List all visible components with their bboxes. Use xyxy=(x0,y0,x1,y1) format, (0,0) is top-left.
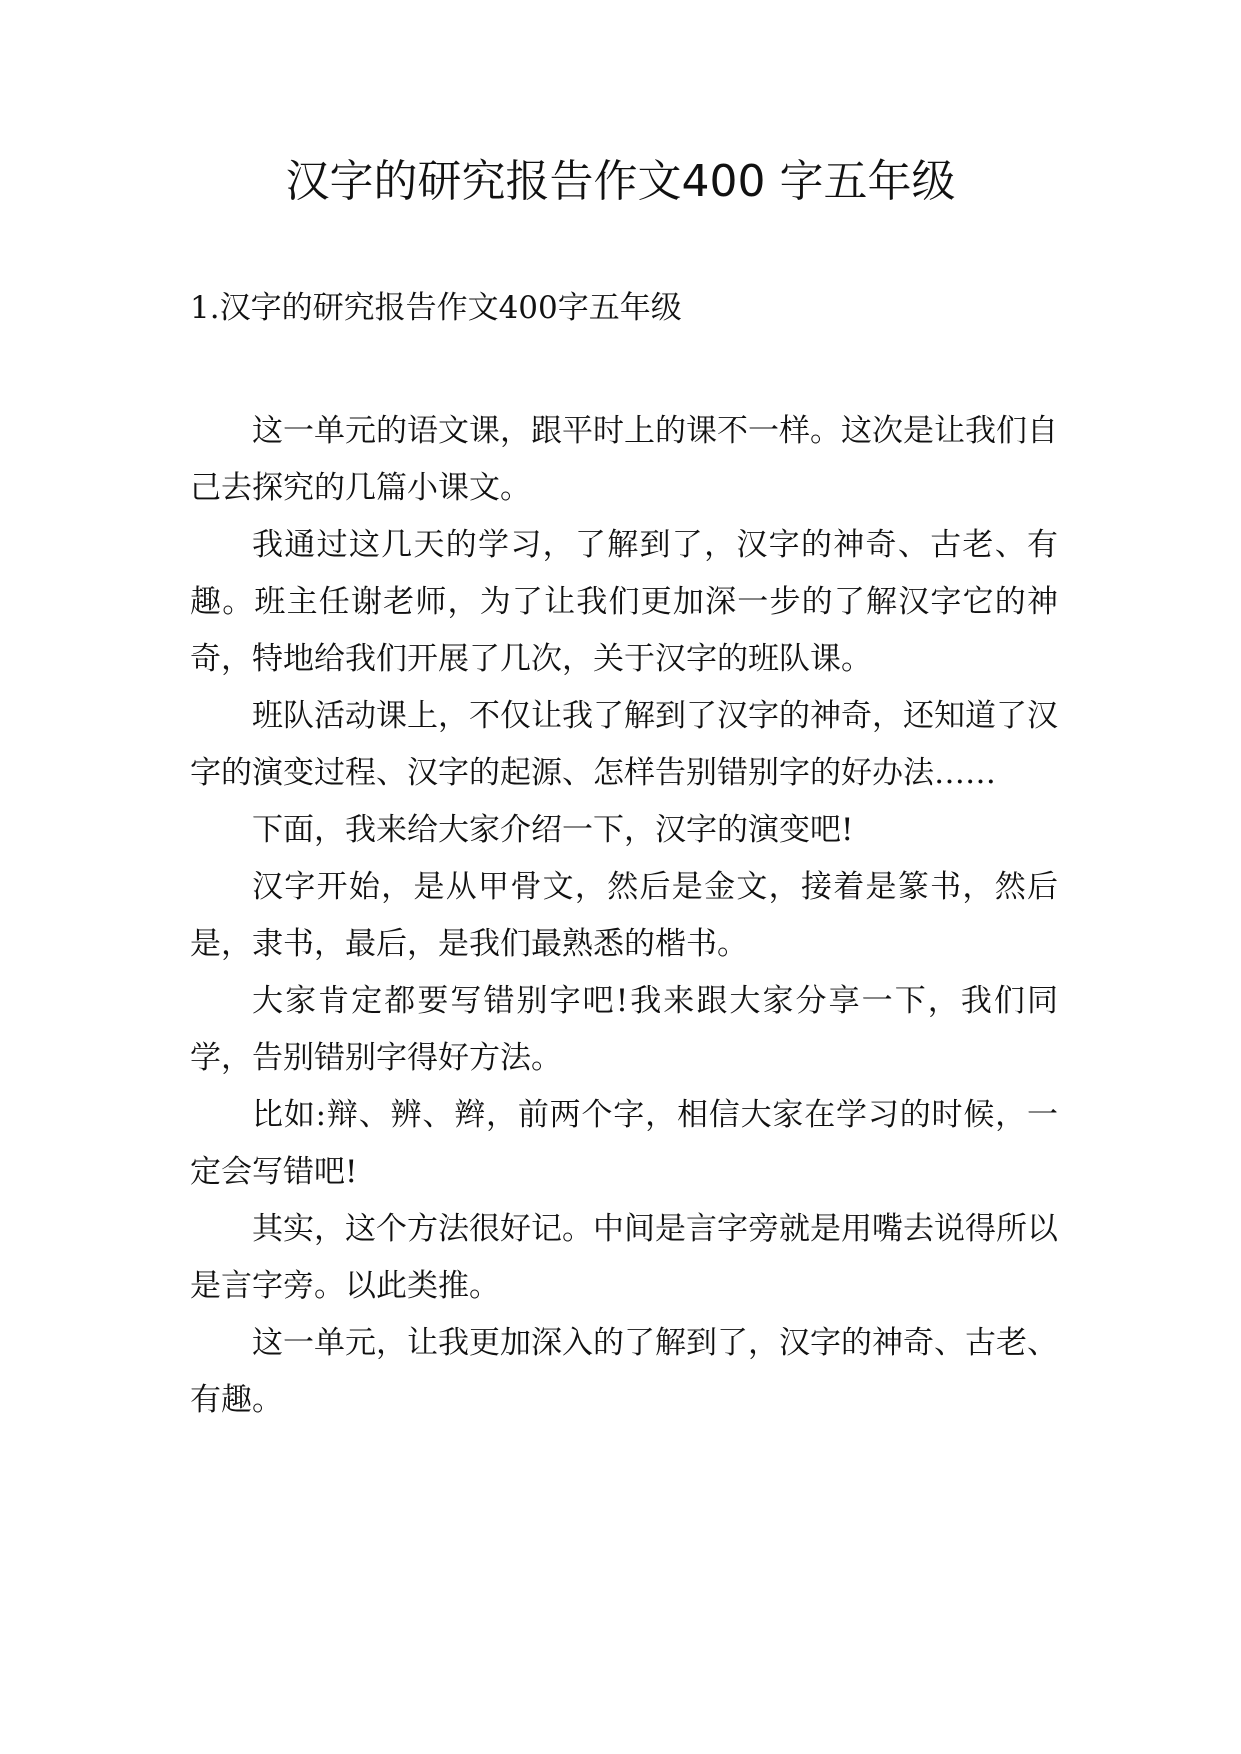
paragraph: 班队活动课上，不仅让我了解到了汉字的神奇，还知道了汉字的演变过程、汉字的起源、怎样告别错别字的好办法…… xyxy=(190,698,1058,791)
paragraph: 这一单元，让我更加深入的了解到了，汉字的神奇、古老、有趣。 xyxy=(190,1325,1058,1418)
paragraph: 我通过这几天的学习，了解到了，汉字的神奇、古老、有趣。班主任谢老师，为了让我们更加深一步的了解汉字它的神奇，特地给我们开展了几次，关于汉字的班队课。 xyxy=(190,527,1058,677)
paragraph: 下面，我来给大家介绍一下，汉字的演变吧! xyxy=(252,812,854,848)
paragraph: 比如:辩、辨、辫，前两个字，相信大家在学习的时候，一定会写错吧! xyxy=(190,1097,1058,1190)
document-title: 汉字的研究报告作文400 字五年级 xyxy=(285,156,956,207)
paragraph: 汉字开始，是从甲骨文，然后是金文，接着是篆书，然后是，隶书，最后，是我们最熟悉的楷书。 xyxy=(190,869,1058,962)
section-heading: 1.汉字的研究报告作文400字五年级 xyxy=(190,290,682,326)
paragraph: 这一单元的语文课，跟平时上的课不一样。这次是让我们自己去探究的几篇小课文。 xyxy=(190,413,1058,506)
essay-body xyxy=(190,403,1058,1429)
paragraph: 大家肯定都要写错别字吧!我来跟大家分享一下，我们同学，告别错别字得好方法。 xyxy=(190,983,1058,1076)
paragraph: 其实，这个方法很好记。中间是言字旁就是用嘴去说得所以是言字旁。以此类推。 xyxy=(190,1211,1058,1304)
